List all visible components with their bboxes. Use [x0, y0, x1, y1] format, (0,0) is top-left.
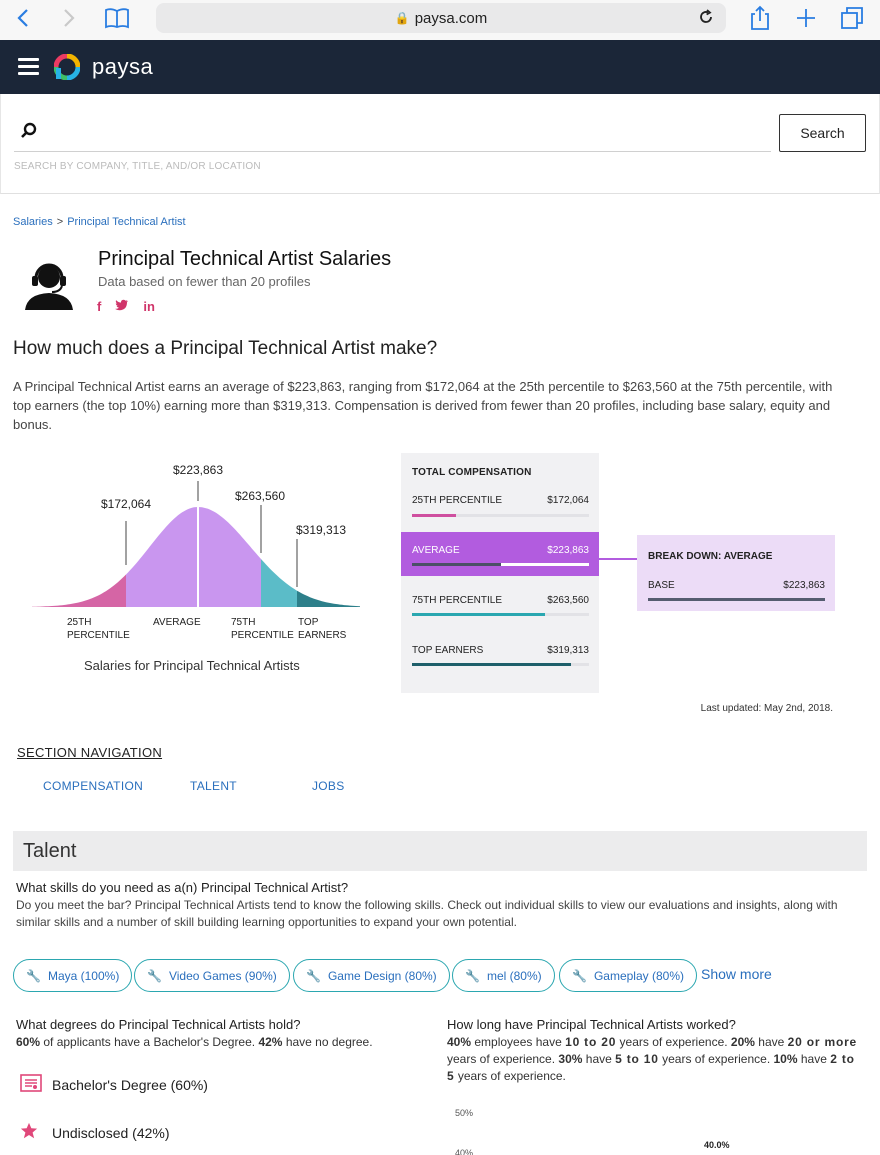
certificate-icon	[20, 1074, 42, 1095]
comp-row-track	[412, 563, 589, 566]
experience-chart-tick-50: 50%	[455, 1108, 474, 1118]
forward-icon[interactable]	[62, 6, 76, 30]
salary-distribution-chart	[20, 455, 380, 650]
logo-text[interactable]: paysa	[92, 54, 154, 79]
job-avatar-icon	[22, 258, 76, 312]
comp-row-track	[412, 514, 589, 517]
experience-chart-tick-40: 40%	[455, 1148, 474, 1155]
breakdown-value: $223,863	[783, 580, 825, 591]
section-nav-talent[interactable]: TALENT	[190, 779, 237, 793]
skill-pill-game-design[interactable]	[293, 959, 450, 992]
comp-row-label: 75TH PERCENTILE	[412, 595, 503, 606]
skill-label: mel (80%)	[486, 968, 542, 983]
twitter-icon[interactable]	[115, 299, 129, 314]
wrench-icon: 🔧	[465, 968, 480, 983]
degree-label: Bachelor's Degree (60%)	[52, 1076, 208, 1093]
breadcrumb	[13, 216, 186, 228]
skill-pill-gameplay[interactable]	[559, 959, 697, 992]
degrees-answer: 60% of applicants have a Bachelor's Degree. 42% have no degree.	[16, 1035, 373, 1049]
breakdown-connector	[599, 558, 637, 560]
section-nav-compensation[interactable]: COMPENSATION	[43, 779, 144, 793]
facebook-icon[interactable]: f	[97, 299, 102, 314]
url-bar[interactable]	[156, 3, 726, 33]
degree-label: Undisclosed (42%)	[52, 1124, 170, 1141]
comp-row-75th[interactable]	[401, 588, 599, 628]
lock-icon: 🔒	[394, 11, 410, 25]
page-subtitle: Data based on fewer than 20 profiles	[98, 274, 311, 289]
skill-label: Video Games (90%)	[168, 968, 277, 983]
comp-row-label: 25TH PERCENTILE	[412, 495, 503, 506]
wrench-icon: 🔧	[147, 968, 162, 983]
comp-row-track	[412, 663, 589, 666]
axis-label-75th-line2: PERCENTILE	[231, 630, 294, 641]
search-input[interactable]	[48, 116, 748, 146]
linkedin-icon[interactable]: in	[143, 299, 155, 314]
axis-label-top-line2: EARNERS	[298, 630, 347, 641]
skill-label: Gameplay (80%)	[593, 968, 684, 983]
experience-answer: 40% employees have 10 to 20 years of experience. 20% have 20 or more years of experience. 30% have 5 to 10 years of experience. 10% have 2 to 5 years of experience.	[447, 1035, 858, 1083]
breadcrumb-current-link[interactable]: Principal Technical Artist	[67, 216, 186, 228]
degrees-question: What degrees do Principal Technical Artists hold?	[16, 1017, 301, 1032]
comp-row-top[interactable]	[401, 638, 599, 678]
search-button[interactable]: Search	[779, 114, 866, 152]
last-updated: Last updated: May 2nd, 2018.	[700, 703, 833, 714]
comp-row-track	[412, 613, 589, 616]
breakdown-label: BASE	[648, 580, 675, 591]
show-more-link[interactable]: Show more	[701, 966, 772, 982]
star-icon	[20, 1122, 42, 1143]
comp-row-label: TOP EARNERS	[412, 645, 484, 656]
breakdown-panel	[637, 535, 835, 611]
search-icon	[20, 122, 38, 140]
comp-row-25th[interactable]	[401, 488, 599, 528]
skill-label: Maya (100%)	[47, 968, 120, 983]
reload-icon[interactable]	[698, 9, 714, 29]
experience-question: How long have Principal Technical Artists worked?	[447, 1017, 736, 1032]
tabs-icon[interactable]	[840, 6, 864, 30]
marker-value-top: $319,313	[295, 523, 347, 537]
skill-pill-mel[interactable]	[452, 959, 555, 992]
bookmarks-icon[interactable]	[104, 6, 130, 30]
axis-label-top-line1: TOP	[298, 617, 319, 628]
page-title: Principal Technical Artist Salaries	[98, 248, 392, 270]
comp-row-value: $319,313	[547, 645, 589, 656]
breakdown-bar	[648, 598, 825, 601]
social-links	[97, 299, 155, 314]
url-text: paysa.com	[414, 9, 488, 27]
section-nav-title: SECTION NAVIGATION	[17, 745, 163, 760]
comp-row-label: AVERAGE	[412, 545, 460, 556]
marker-value-average: $223,863	[172, 463, 224, 477]
comp-row-value: $223,863	[547, 545, 589, 556]
segment-average	[32, 507, 360, 607]
paysa-logo-icon[interactable]	[54, 54, 80, 80]
axis-label-75th-line1: 75TH	[231, 617, 256, 628]
site-header	[0, 40, 880, 94]
skills-description: Do you meet the bar? Principal Technical Artists tend to know the following skills. Check out individual skills to view our evaluations and insights, along with similar skills and a number of skill building learning opportunities to expand your own potential.	[16, 898, 838, 929]
chart-caption: Salaries for Principal Technical Artists	[84, 658, 300, 673]
marker-value-25th: $172,064	[100, 497, 152, 511]
compensation-intro: A Principal Technical Artist earns an average of $223,863, ranging from $172,064 at the 25th percentile to $263,560 at the 75th percentile, with top earners (the top 10%) earning more than $319,313. Compensation is derived from fewer than 20 profiles, including base salary, equity and bonus.	[13, 379, 833, 432]
degree-item-undisclosed	[20, 1122, 170, 1143]
talent-heading: Talent	[23, 840, 77, 862]
compensation-panel-heading: TOTAL COMPENSATION	[412, 467, 532, 478]
skills-question: What skills do you need as a(n) Principal Technical Artist?	[16, 880, 349, 895]
section-nav-jobs[interactable]: JOBS	[312, 779, 345, 793]
axis-label-25th-line1: 25TH	[67, 617, 92, 628]
browser-toolbar	[0, 0, 880, 40]
comp-row-value: $172,064	[547, 495, 589, 506]
breadcrumb-separator: >	[56, 216, 64, 228]
comp-row-value: $263,560	[547, 595, 589, 606]
marker-value-75th: $263,560	[234, 489, 286, 503]
axis-label-25th-line2: PERCENTILE	[67, 630, 130, 641]
talent-section-header	[13, 831, 867, 871]
new-tab-icon[interactable]	[795, 6, 817, 30]
comp-row-average[interactable]	[401, 532, 599, 576]
wrench-icon: 🔧	[572, 968, 587, 983]
back-icon[interactable]	[16, 6, 30, 30]
axis-label-average: AVERAGE	[153, 617, 201, 628]
experience-chart-bar-label: 40.0%	[704, 1140, 730, 1150]
breadcrumb-salaries-link[interactable]: Salaries	[13, 216, 53, 228]
skill-pill-maya[interactable]	[13, 959, 132, 992]
compensation-heading: How much does a Principal Technical Artist make?	[13, 338, 438, 359]
menu-icon[interactable]	[18, 58, 39, 75]
degree-item-bachelors	[20, 1074, 208, 1095]
skill-label: Game Design (80%)	[327, 968, 437, 983]
share-icon[interactable]	[750, 6, 770, 30]
skill-pill-video-games[interactable]	[134, 959, 290, 992]
search-underline	[14, 151, 771, 152]
search-hint: SEARCH BY COMPANY, TITLE, AND/OR LOCATION	[14, 161, 261, 172]
wrench-icon: 🔧	[306, 968, 321, 983]
breakdown-heading: BREAK DOWN: AVERAGE	[648, 551, 773, 562]
wrench-icon: 🔧	[26, 968, 41, 983]
